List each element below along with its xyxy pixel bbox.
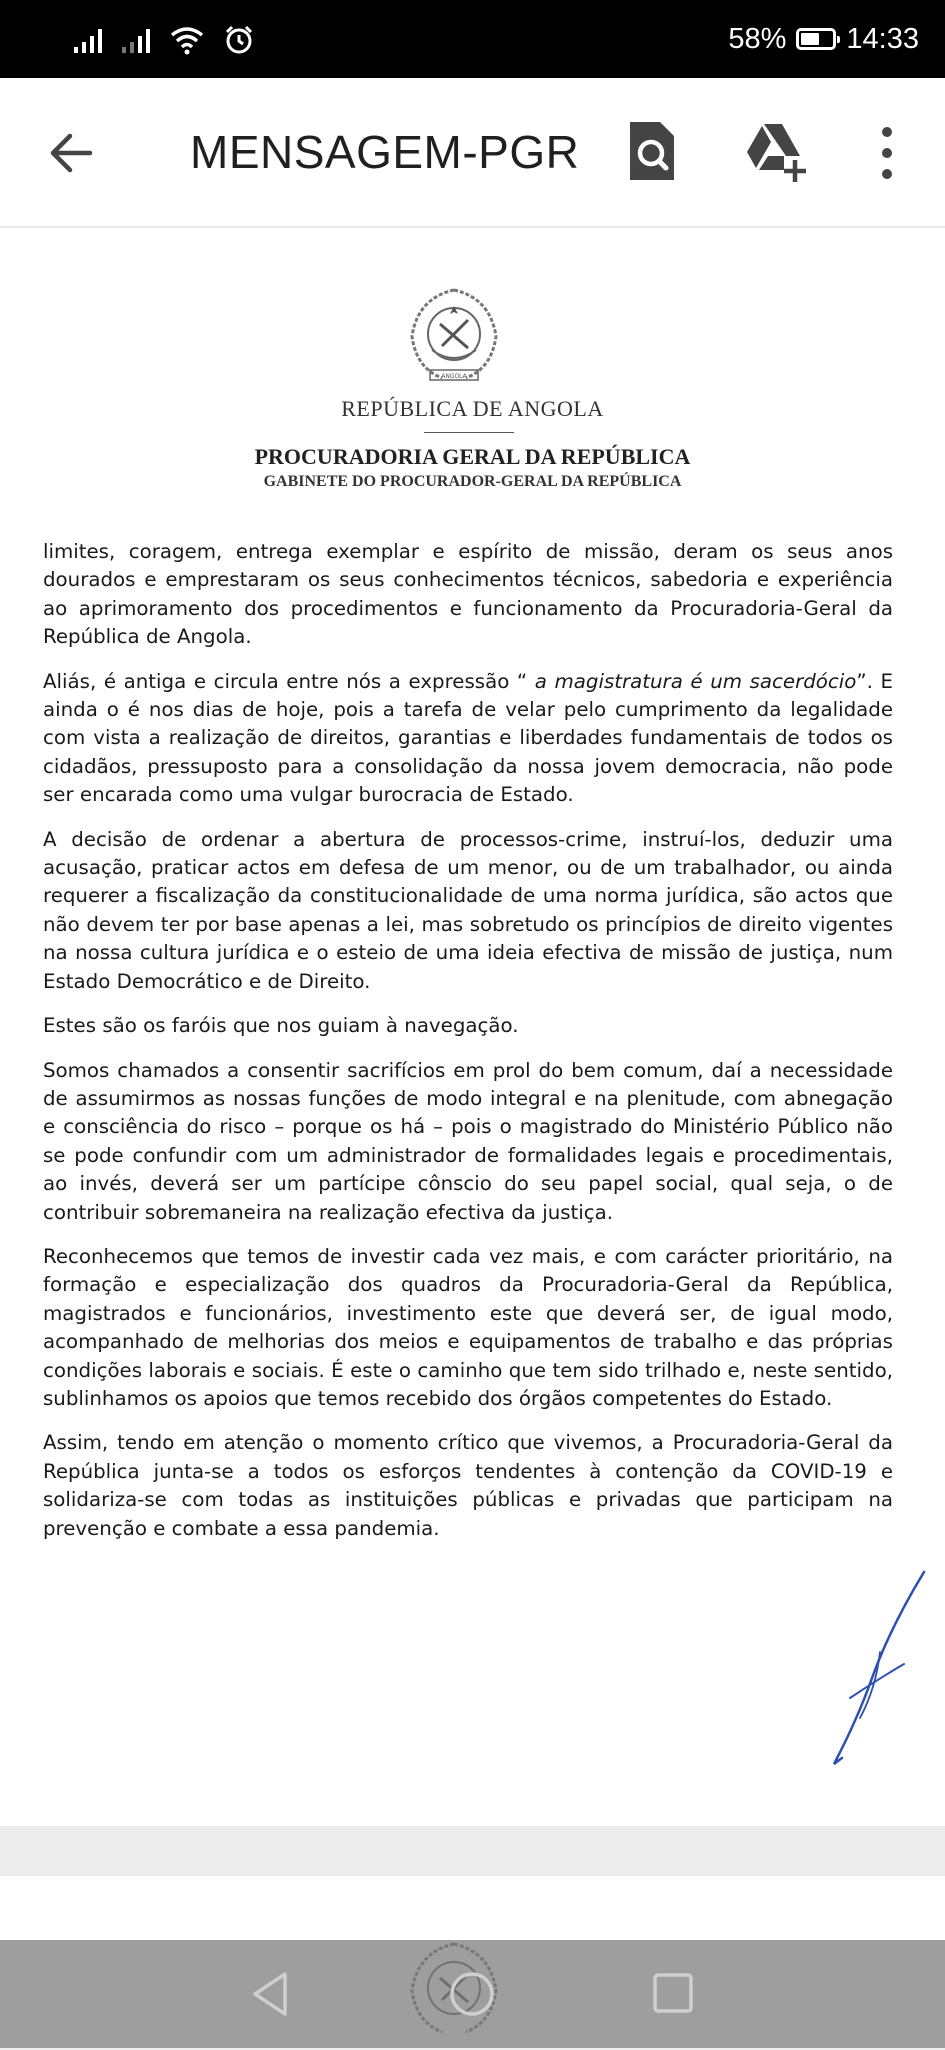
back-arrow-icon[interactable]	[44, 123, 104, 183]
app-bar	[0, 78, 945, 227]
header-divider	[424, 432, 514, 433]
battery-percent: 58%	[728, 22, 787, 55]
paragraph-5: Somos chamados a consentir sacrifícios em prol do bem comum, daí a necessidade de assumirmos as nossas funções de modo integral e na plenitude, com abnegação e consciência do risco – porque os há – pois o magistrado do Ministério Público não se pode confundir com um administrador de formalidades legais e procedimentais, ao invés, deverá ser um partícipe cônscio do seu papel social, qual seja, o de contribuir sobremaneira na realização efectiva da justiça.	[43, 1058, 893, 1224]
paragraph-7: Assim, tendo em atenção o momento crítico que vivemos, a Procuradoria-Geral da República junta-se a todos os esforços tendentes à contenção da COVID-19 e solidariza-se com todas as instituições públicas e privadas que participam na prevenção e combate a essa pandemia.	[43, 1431, 893, 1540]
signature-mark	[820, 1568, 930, 1768]
nav-recent-icon[interactable]	[650, 1970, 696, 2016]
angola-emblem-icon	[398, 284, 510, 396]
paragraph-2-lead: Aliás, é antiga e circula entre nós a expressão “	[43, 669, 528, 693]
nav-home-icon[interactable]	[446, 1968, 498, 2020]
office-heading: GABINETE DO PROCURADOR-GERAL DA REPÚBLICA	[263, 473, 682, 490]
system-nav-bar	[0, 1940, 945, 2048]
document-body	[43, 538, 893, 1559]
paragraph-2-after-quote: ”.	[856, 669, 881, 693]
emblem-label: ANGOLA	[441, 373, 467, 380]
battery-level	[801, 33, 818, 45]
nav-back-icon[interactable]	[245, 1968, 295, 2020]
clock: 14:33	[846, 22, 919, 55]
republic-heading: REPÚBLICA DE ANGOLA	[341, 396, 604, 421]
page-gap	[0, 1826, 945, 1876]
status-icons	[74, 22, 254, 58]
paragraph-4: Estes são os faróis que nos guiam à navegação.	[43, 1014, 519, 1038]
status-right	[728, 18, 919, 60]
more-vert-icon[interactable]	[872, 122, 902, 184]
paragraph-2-quote: a magistratura é um sacerdócio	[527, 669, 857, 693]
signal-icon	[74, 27, 102, 53]
paragraph-6: Reconhecemos que temos de investir cada vez mais, e com carácter prioritário, na formação e especialização dos quadros da Procuradoria-Geral da República, magistrados e funcionários, investimento este que deverá ser, de igual modo, acompanhado de melhorias dos meios e equipamentos de trabalho e das próprias condições laborais e sociais. É este o caminho que tem sido trilhado e, neste sentido, sublinhamos os apoios que temos recebido dos órgãos competentes do Estado.	[43, 1244, 893, 1410]
document-title: MENSAGEM-PGR	[190, 126, 580, 178]
search-document-icon[interactable]	[624, 118, 680, 184]
paragraph-3: A decisão de ordenar a abertura de processos-crime, instruí-los, deduzir uma acusação, praticar actos em defesa de um menor, ou de um trabalhador, ou ainda requerer a fiscalização da constitucionalidade de uma norma jurídica, são actos que não devem ter por base apenas a lei, mas sobretudo os princípios de direito vigentes na nossa cultura jurídica e o esteio de uma ideia efectiva de missão de justiça, num Estado Democrático e de Direito.	[43, 827, 893, 993]
paragraph-2	[43, 668, 893, 810]
paragraph-1: limites, coragem, entrega exemplar e espírito de missão, deram os seus anos dourados e emprestaram os seus conhecimentos técnicos, sabedoria e experiência ao aprimoramento dos procedimentos e funcionamento da Procuradoria-Geral da República de Angola.	[43, 540, 893, 649]
paragraph-2-text: E ainda o é nos dias de hoje, pois a tarefa de velar pelo cumprimento da legalidade com vista a realização de direitos, garantias e liberdades fundamentais de todos os cidadãos, pressuposto para a consolidação da nossa jovem democracia, não pode ser encarada como uma vulgar burocracia de Estado.	[43, 669, 894, 807]
signal-icon	[122, 27, 150, 53]
institution-heading: PROCURADORIA GERAL DA REPÚBLICA	[254, 444, 691, 469]
alarm-icon	[224, 25, 254, 55]
status-bar	[0, 0, 945, 78]
battery-icon	[796, 28, 836, 50]
document-page[interactable]	[0, 228, 945, 1826]
wifi-icon	[170, 25, 204, 55]
drive-add-icon[interactable]	[742, 118, 808, 184]
